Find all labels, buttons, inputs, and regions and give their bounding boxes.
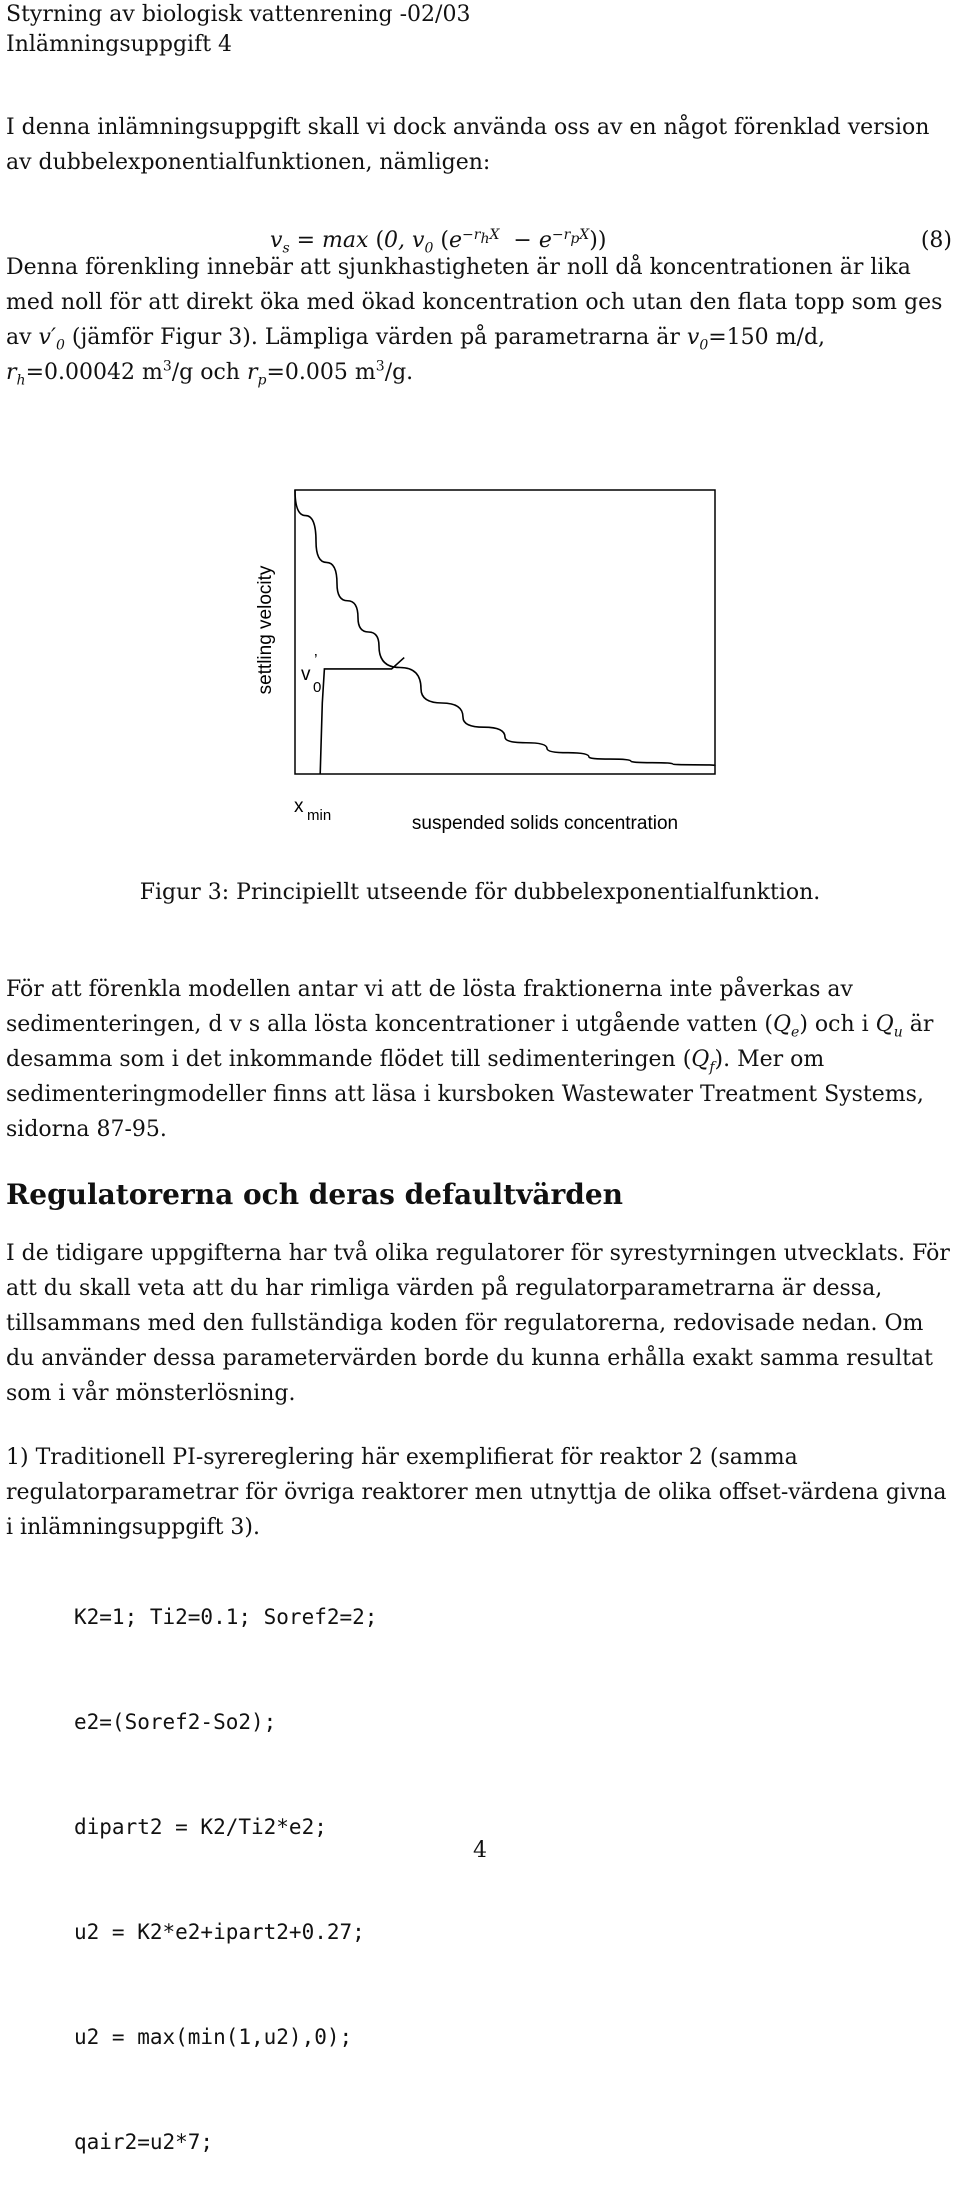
v0-symbol: $v_0$	[686, 325, 709, 354]
paragraph-regulators: I de tidigare uppgifterna har två olika regulatorer för syrestyrningen utvecklats. För att du skall veta att du har rimliga värden på regulatorparametrarna är dessa, tillsammans med den fullständiga koden för regulatorerna, redovisade nedan. Om du använder dessa parametervärden borde du kunna erhålla exakt samma resultat som i vår mönsterlösning.	[6, 1241, 950, 1406]
code-line: K2=1; Ti2=0.1; Soref2=2;	[74, 1605, 378, 1629]
y-axis-label: settling velocity	[255, 565, 276, 695]
running-header	[6, 0, 470, 60]
dissolved-part3: är desamma som i det inkommande flödet till sedimenteringen (	[6, 1012, 934, 1072]
code-line: dipart2 = K2/Ti2*e2;	[74, 1815, 327, 1839]
v0-prime-mark: ’	[314, 652, 318, 669]
header-assignment: Inlämningsuppgift 4	[6, 32, 233, 57]
rp-unit: /g.	[384, 360, 414, 385]
v0-prime-subscript: 0	[313, 679, 322, 696]
page-number: 4	[473, 1838, 487, 1863]
xmin-letter: x	[294, 796, 304, 817]
x-axis-label: suspended solids concentration	[411, 813, 679, 834]
rp-value: =0.005 m	[266, 360, 376, 385]
paragraph-pi-control: 1) Traditionell PI-syrereglering här exemplifierat för reaktor 2 (samma regulatorparametrar för övriga reaktorer men utnyttja de olika offset-värdena givna i inlämningsuppgift 3).	[6, 1445, 947, 1540]
figure-3	[245, 470, 725, 850]
v0-prime-symbol: $v'_0$	[38, 325, 65, 354]
dissolved-part2: ) och i	[799, 1012, 869, 1037]
simplified-curve	[320, 658, 404, 774]
v0-prime-annotation	[301, 652, 321, 696]
plot-frame	[295, 490, 715, 774]
rp-symbol: $r_p$	[246, 360, 267, 389]
qu-symbol: $Q_u$	[875, 1012, 903, 1041]
xmin-annotation	[294, 796, 331, 824]
rh-unit: /g och	[171, 360, 240, 385]
figure-caption: Figur 3: Principiellt utseende för dubbelexponentialfunktion.	[139, 880, 821, 905]
code-line: u2 = max(min(1,u2),0);	[74, 2025, 353, 2049]
qe-symbol: $Q_e$	[772, 1012, 800, 1041]
code-line: u2 = K2*e2+ipart2+0.27;	[74, 1920, 365, 1944]
dissolved-part1: För att förenkla modellen antar vi att de lösta fraktionerna inte påverkas av sedimenteringen, d v s alla lösta koncentrationer i utgående vatten (	[6, 977, 853, 1037]
equation-body: $v_s = \max (0$, $v_0$ $(e^{-r_hX} - e^{-r_pX})$)	[270, 226, 607, 257]
rh-value: =0.00042 m	[25, 360, 163, 385]
paragraph-dissolved-fractions	[6, 972, 950, 1147]
qf-symbol: $Q_f$	[691, 1047, 715, 1076]
xmin-subscript: min	[307, 807, 332, 824]
code-line: qair2=u2*7;	[74, 2130, 214, 2154]
header-course-title: Styrning av biologisk vattenrening -02/03	[6, 2, 471, 27]
code-line: e2=(Soref2-So2);	[74, 1710, 277, 1734]
v0-value: =150 m/d,	[708, 325, 826, 350]
double-exponential-curve	[295, 490, 715, 765]
v0-prime-letter: v	[301, 664, 311, 685]
simplification-part2: (jämför Figur 3). Lämpliga värden på parametrarna är	[71, 325, 680, 350]
rh-symbol: $r_h$	[6, 360, 26, 389]
dissolved-part4: ). Mer om sedimenteringmodeller finns att läsa i kursboken Wastewater Treatment Systems, sidorna 87-95.	[6, 1047, 924, 1142]
intro-paragraph: I denna inlämningsuppgift skall vi dock använda oss av en något förenklad version av dubbelexponentialfunktionen, nämligen:	[6, 115, 930, 175]
section-heading: Regulatorerna och deras defaultvärden	[6, 1178, 624, 1211]
paragraph-simplification-text: Denna förenkling innebär att sjunkhastigheten är noll då koncentrationen är lika med noll för att direkt öka med ökad koncentration och utan den flata topp som ges av $v'_0$ (jämför Figur 3). Lämpliga värden på parametrarna är $v_0=150$ m/d, $r_h=0.00042$ $m^3/g$ och $r_p=0.005$ $m^3/g$.	[6, 255, 943, 389]
settling-velocity-chart	[245, 470, 725, 850]
simplification-part1: Denna förenkling innebär att sjunkhastigheten är noll då koncentrationen är lika med noll för att direkt öka med ökad koncentration och utan den flata topp som ges av	[6, 255, 943, 350]
equation-number: (8)	[920, 228, 952, 253]
